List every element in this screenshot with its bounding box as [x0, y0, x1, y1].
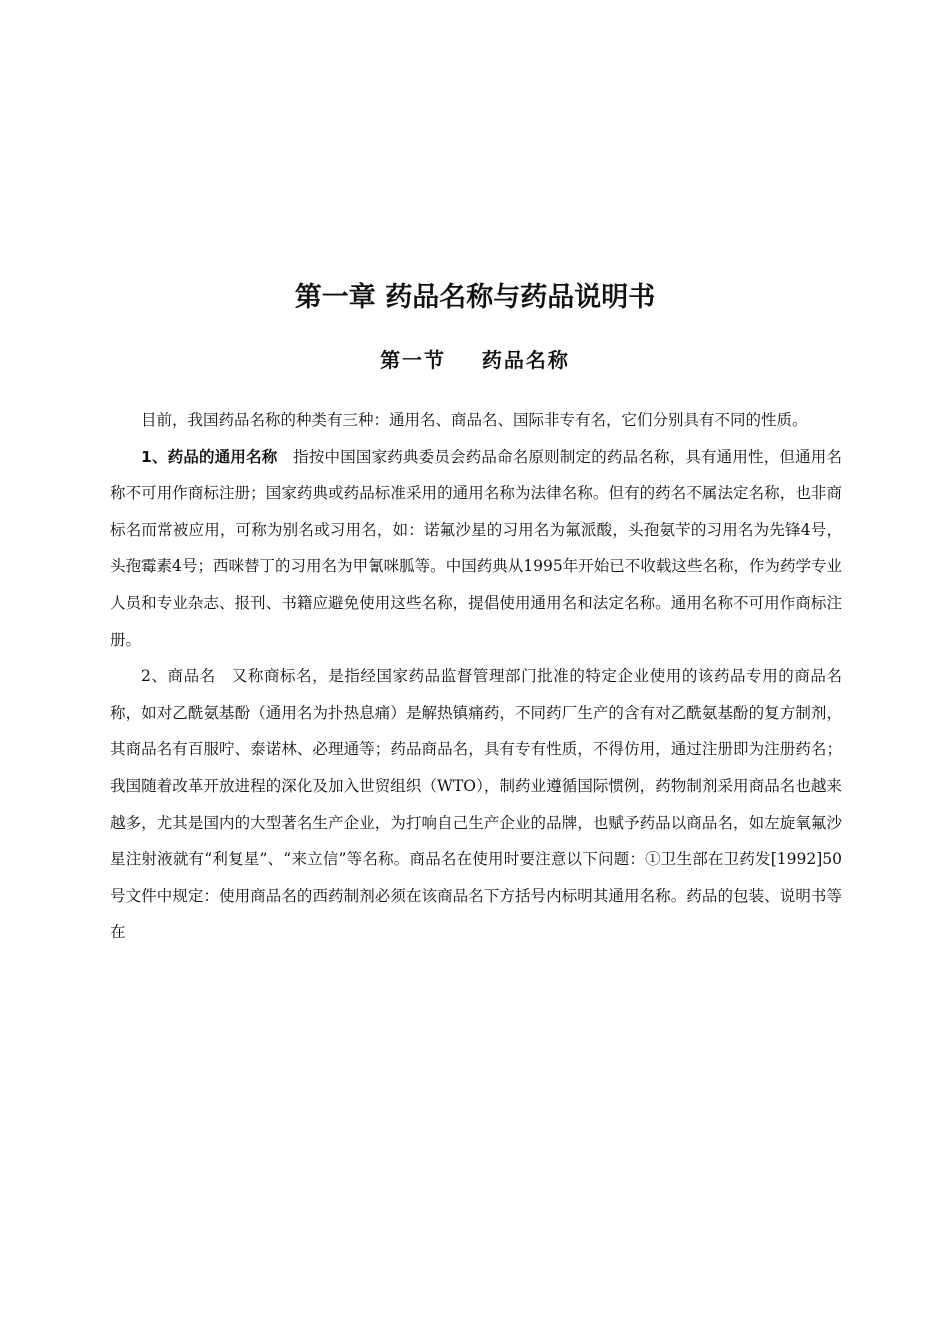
body-text [110, 402, 842, 951]
chapter-title: 第一章 药品名称与药品说明书 [294, 282, 656, 313]
paragraph-trade-name [110, 658, 842, 951]
paragraph-generic-name [110, 439, 842, 659]
generic-name-text: 指按中国国家药典委员会药品命名原则制定的药品名称，具有通用性，但通用名称不可用作商标注册；国家药典或药品标准采用的通用名称为法律名称。但有的药名不属法定名称，也非商标名而常被应用，可称为别名或习用名，如：诺氟沙星的习用名为氟派酸，头孢氨苄的习用名为先锋4号，头孢霉素4号；西咪替丁的习用名为甲氰咪胍等。中国药典从1995年开始已不收载这些名称，作为药学专业人员和专业杂志、报刊、书籍应避免使用这些名称，提倡使用通用名和法定名称。通用名称不可用作商标注册。 [110, 447, 842, 649]
term-trade-name: 2、商品名 [141, 667, 216, 686]
term-generic-name: 1、药品的通用名称 [141, 447, 278, 466]
trade-name-text: 又称商标名，是指经国家药品监督管理部门批准的特定企业使用的该药品专用的商品名称，如对乙酰氨基酚（通用名为扑热息痛）是解热镇痛药，不同药厂生产的含有对乙酰氨基酚的复方制剂，其商品名有百服咛、泰诺林、必理通等；药品商品名，具有专有性质，不得仿用，通过注册即为注册药名；我国随着改革开放进程的深化及加入世贸组织（WTO），制药业遵循国际惯例，药物制剂采用商品名也越来越多，尤其是国内的大型著名生产企业，为打响自己生产企业的品牌，也赋予药品以商品名，如左旋氧氟沙星注射液就有“利复星”、“来立信”等名称。商品名在使用时要注意以下问题：①卫生部在卫药发[1992]50号文件中规定：使用商品名的西药制剂必须在该商品名下方括号内标明其通用名称。药品的包装、说明书等在 [110, 667, 842, 942]
intro-text: 目前，我国药品名称的种类有三种：通用名、商品名、国际非专有名，它们分别具有不同的性质。 [141, 411, 808, 429]
intro-paragraph [110, 402, 842, 439]
section-title: 第一节 药品名称 [380, 348, 570, 372]
